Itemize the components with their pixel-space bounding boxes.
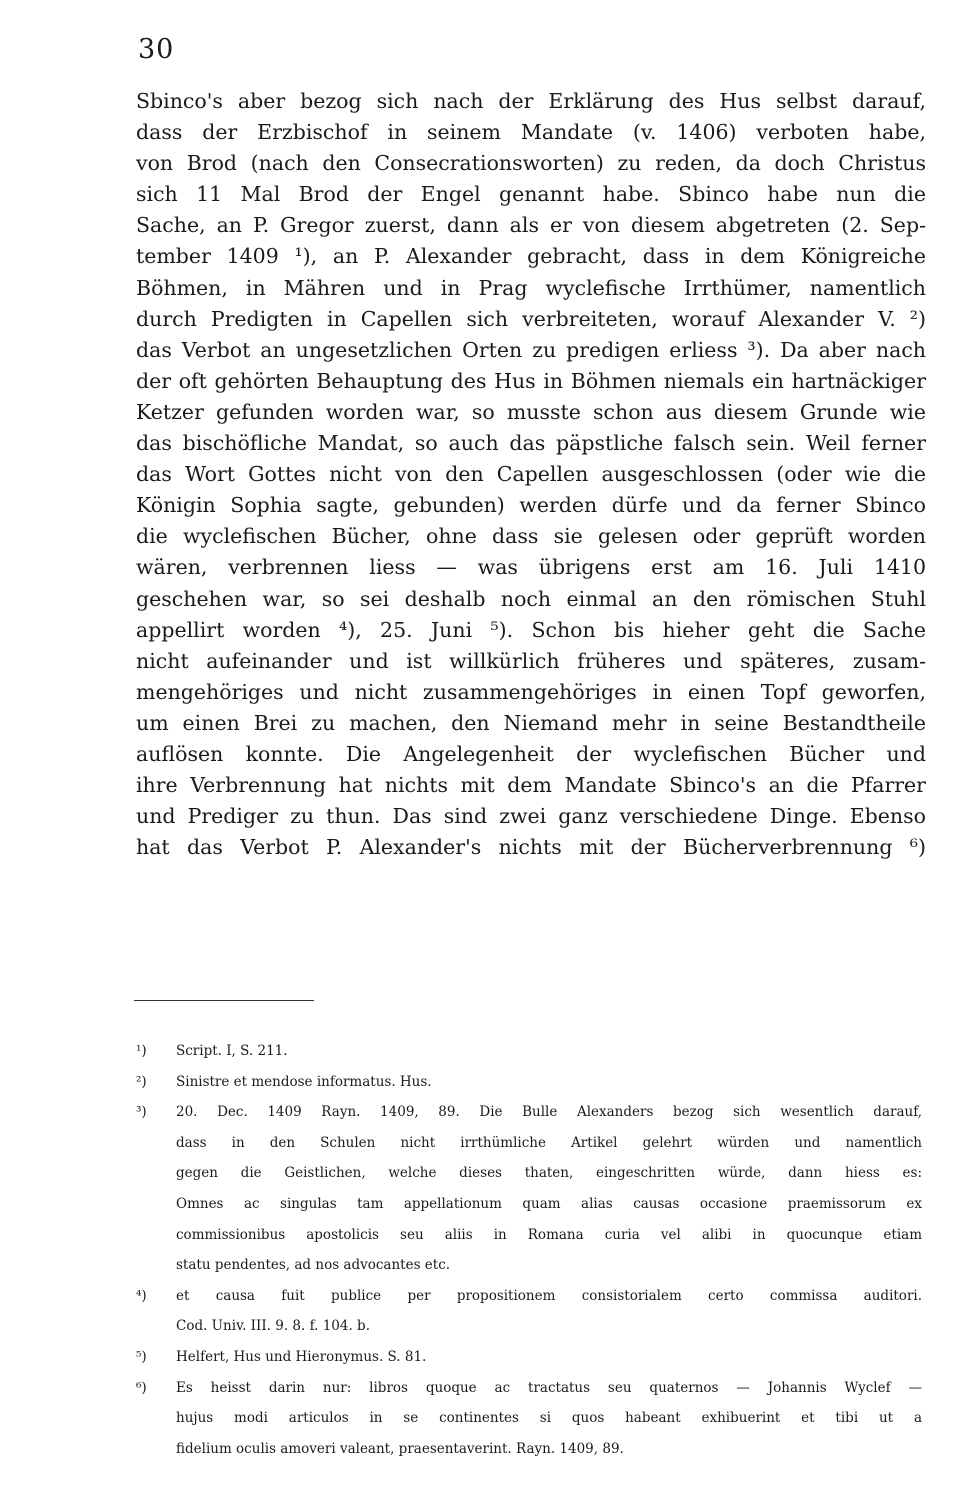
footnote-marker: ²) <box>136 1073 147 1090</box>
body-line: geschehen war, so sei deshalb noch einmal an den römischen Stuhl <box>136 586 926 611</box>
body-line: und Prediger zu thun. Das sind zwei ganz verschiedene Dinge. Ebenso <box>136 804 926 829</box>
body-line: nicht aufeinander und ist willkürlich früheres und späteres, zusam- <box>136 648 926 673</box>
body-line: dass der Erzbischof in seinem Mandate (v. 1406) verboten habe, <box>136 120 926 145</box>
body-line: tember 1409 ¹), an P. Alexander gebracht, dass in dem Königreiche <box>136 244 926 269</box>
body-line: mengehöriges und nicht zusammengehöriges in einen Topf geworfen, <box>136 679 926 704</box>
body-line: Sache, an P. Gregor zuerst, dann als er von diesem abgetreten (2. Sep- <box>136 213 926 238</box>
footnote-line: Cod. Univ. III. 9. 8. f. 104. b. <box>176 1318 370 1335</box>
footnotes <box>136 1036 926 1464</box>
footnote-5 <box>136 1342 926 1373</box>
footnote-line: statu pendentes, ad nos advocantes etc. <box>176 1257 451 1274</box>
footnote-2 <box>136 1067 926 1098</box>
footnote-line: 20. Dec. 1409 Rayn. 1409, 89. Die Bulle Alexanders bezog sich wesentlich darauf, <box>176 1104 922 1121</box>
footnote-4 <box>136 1281 926 1312</box>
body-line: Ketzer gefunden worden war, so musste schon aus diesem Grunde wie <box>136 399 926 424</box>
footnote-line: Es heisst darin nur: libros quoque ac tractatus seu quaternos — Johannis Wyclef — <box>176 1379 922 1396</box>
body-line: Sbinco's aber bezog sich nach der Erklärung des Hus selbst darauf, <box>136 89 926 113</box>
footnote-line: Omnes ac singulas tam appellationum quam alias causas occasione praemissorum ex <box>176 1195 922 1212</box>
footnote-marker: ¹) <box>136 1043 147 1059</box>
footnote-line: commissionibus apostolicis seu aliis in Romana curia vel alibi in quocunque etiam <box>176 1226 922 1243</box>
footnote-line: Helfert, Hus und Hieronymus. S. 81. <box>176 1348 427 1365</box>
footnote-line: et causa fuit publice per propositionem consistorialem certo commissa auditori. <box>176 1287 922 1304</box>
body-line: wären, verbrennen liess — was übrigens erst am 16. Juli 1410 <box>136 555 926 580</box>
body-line: das Wort Gottes nicht von den Capellen ausgeschlossen (oder wie die <box>136 462 926 487</box>
body-line: das bischöfliche Mandat, so auch das päpstliche falsch sein. Weil ferner <box>136 431 926 456</box>
page-number: 30 <box>138 34 175 65</box>
footnote-3 <box>136 1097 926 1128</box>
body-text <box>136 86 926 863</box>
footnote-line: dass in den Schulen nicht irrthümliche Artikel gelehrt würden und namentlich <box>176 1134 922 1151</box>
footnote-line: hujus modi articulos in se continentes si quos habeant exhibuerint et tibi ut a <box>176 1410 922 1427</box>
footnote-separator <box>134 1000 314 1001</box>
body-line: ihre Verbrennung hat nichts mit dem Mandate Sbinco's an die Pfarrer <box>136 773 926 798</box>
body-line: die wyclefischen Bücher, ohne dass sie gelesen oder geprüft worden <box>136 524 926 549</box>
body-line: von Brod (nach den Consecrationsworten) zu reden, da doch Christus <box>136 151 926 176</box>
body-line: der oft gehörten Behauptung des Hus in Böhmen niemals ein hartnäckiger <box>136 368 926 393</box>
footnote-1 <box>136 1036 926 1067</box>
body-line: Böhmen, in Mähren und in Prag wyclefische Irrthümer, namentlich <box>136 275 926 300</box>
footnote-line: gegen die Geistlichen, welche dieses thaten, eingeschritten würde, dann hiess es: <box>176 1165 922 1182</box>
body-line: sich 11 Mal Brod der Engel genannt habe. Sbinco habe nun die <box>136 182 926 207</box>
body-line: auflösen konnte. Die Angelegenheit der wyclefischen Bücher und <box>136 741 926 766</box>
footnote-marker: ⁶) <box>136 1379 147 1396</box>
footnote-marker: ³) <box>136 1104 147 1121</box>
footnote-marker: ⁴) <box>136 1287 147 1304</box>
body-line: das Verbot an ungesetzlichen Orten zu predigen erliess ³). Da aber nach <box>136 337 926 362</box>
footnote-marker: ⁵) <box>136 1348 147 1365</box>
footnote-line: fidelium oculis amoveri valeant, praesentaverint. Rayn. 1409, 89. <box>176 1440 624 1457</box>
footnote-line: Script. I, S. 211. <box>176 1043 288 1059</box>
body-line: appellirt worden ⁴), 25. Juni ⁵). Schon bis hieher geht die Sache <box>136 617 926 642</box>
body-line: durch Predigten in Capellen sich verbreiteten, worauf Alexander V. ²) <box>136 306 926 331</box>
footnote-line: Sinistre et mendose informatus. Hus. <box>176 1073 432 1090</box>
body-line: hat das Verbot P. Alexander's nichts mit der Bücherverbrennung ⁶) <box>136 835 926 860</box>
body-line: Königin Sophia sagte, gebunden) werden dürfe und da ferner Sbinco <box>136 493 926 518</box>
footnote-6 <box>136 1373 926 1404</box>
body-line: um einen Brei zu machen, den Niemand mehr in seine Bestandtheile <box>136 710 926 735</box>
